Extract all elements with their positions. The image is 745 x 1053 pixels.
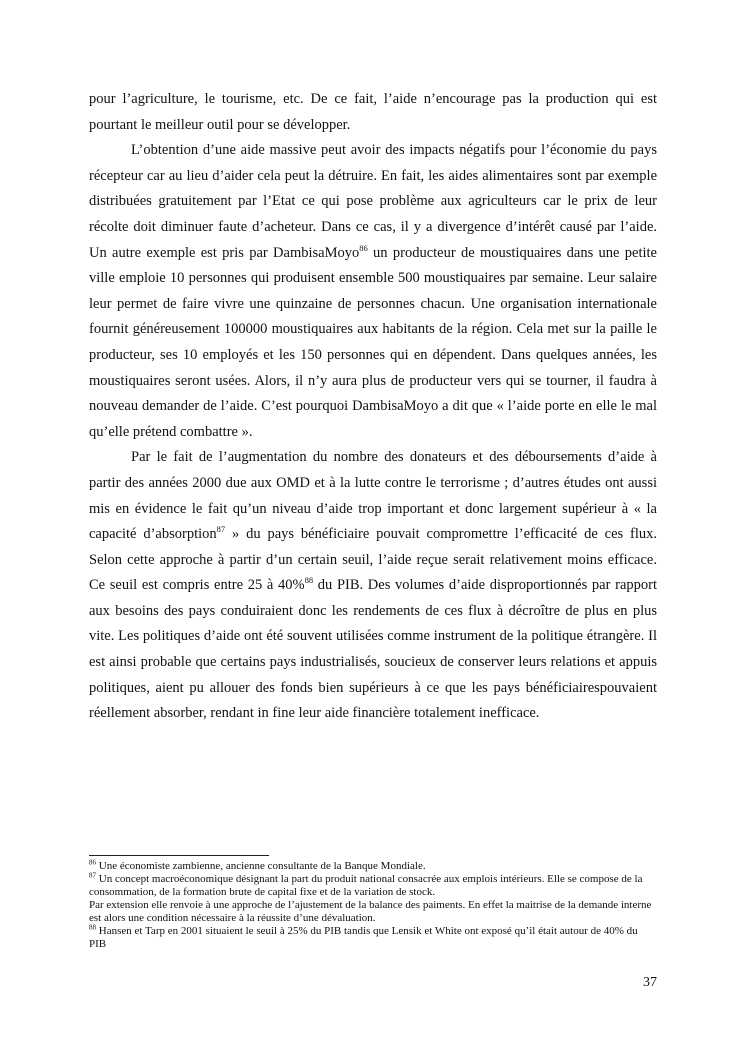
footnote-separator bbox=[89, 855, 269, 856]
paragraph-3-text-c: du PIB. Des volumes d’aide disproportionnés par rapport aux besoins des pays conduiraient donc les rendements de ces flux à décroître de plus en plus vite. Les politiques d’aide ont été souvent utilisées comme instrument de la politique étrangère. Il est ainsi probable que certains pays industrialisés, soucieux de conserver leurs relations et appuis politiques, aient pu allouer des fonds bien supérieurs à ce que les pays bénéficiairespouvaient réellement absorber, rendant in fine leur aide financière totalement inefficace. bbox=[89, 577, 657, 722]
footnotes bbox=[89, 860, 657, 951]
footnote-88-mark: 88 bbox=[89, 923, 96, 932]
footnote-87-continued-text: Par extension elle renvoie à une approche de l’ajustement de la balance des paiments. En effet la maitrise de la demande interne est alors une condition nécessaire à la réussite d’une dévaluation. bbox=[89, 899, 652, 924]
footnote-ref-87[interactable]: 87 bbox=[216, 524, 226, 535]
paragraph-3-text-b: » du pays bénéficiaire pouvait compromettre l’efficacité de ces flux. Selon cette approche à partir d’un certain seuil, l’aide reçue serait relativement moins efficace. Ce seuil est compris entre 25 à 40% bbox=[89, 526, 657, 594]
footnote-ref-88[interactable]: 88 bbox=[304, 575, 314, 586]
footnote-88 bbox=[89, 925, 657, 951]
footnote-86-text: Une économiste zambienne, ancienne consultante de la Banque Mondiale. bbox=[96, 860, 426, 872]
footnote-87-continued bbox=[89, 899, 657, 925]
paragraph-1-text: pour l’agriculture, le tourisme, etc. De ce fait, l’aide n’encourage pas la production qui est pourtant le meilleur outil pour se développer. bbox=[89, 91, 657, 133]
paragraph-2 bbox=[89, 138, 657, 445]
body-text bbox=[89, 87, 657, 727]
footnote-86 bbox=[89, 860, 657, 873]
paragraph-3-text-a: Par le fait de l’augmentation du nombre des donateurs et des déboursements d’aide à partir des années 2000 due aux OMD et à la lutte contre le terrorisme ; d’autres études ont aussi mis en évidence le fait qu’un niveau d’aide trop important et donc largement supérieur à « la capacité d’absorption bbox=[89, 449, 657, 543]
page-number: 37 bbox=[643, 975, 657, 990]
paragraph-2-text-a: L’obtention d’une aide massive peut avoir des impacts négatifs pour l’économie du pays récepteur car au lieu d’aider cela peut la détruire. En fait, les aides alimentaires sont par exemple distribuées gratuitement par l’Etat ce qui pose problème aux agriculteurs car le prix de leur récolte doit diminuer faute d’acheteur. Dans ce cas, il y a divergence d’intérêt causé par l’aide. Un autre exemple est pris par DambisaMoyo bbox=[89, 142, 657, 261]
footnote-86-mark: 86 bbox=[89, 858, 96, 867]
footnote-87 bbox=[89, 873, 657, 899]
footnote-87-mark: 87 bbox=[89, 871, 96, 880]
footnote-87-text: Un concept macroéconomique désignant la part du produit national consacrée aux emplois intérieurs. Elle se compose de la consommation, de la formation brute de capital fixe et de la variation de stock. bbox=[89, 873, 643, 898]
paragraph-3 bbox=[89, 445, 657, 727]
paragraph-2-text-b: un producteur de moustiquaires dans une petite ville emploie 10 personnes qui produisent ensemble 500 moustiquaires par semaine. Leur salaire leur permet de faire vivre une quinzaine de personnes chacun. Une organisation internationale fournit généreusement 100000 moustiquaires aux habitants de la région. Cela met sur la paille le producteur, ses 10 employés et les 150 personnes qui en dépendent. Dans quelques années, les moustiquaires seront usées. Alors, il n’y aura plus de producteur vers qui se tourner, il faudra à nouveau demander de l’aide. C’est pourquoi DambisaMoyo a dit que « l’aide porte en elle le mal qu’elle prétend combattre ». bbox=[89, 244, 657, 440]
footnote-ref-86[interactable]: 86 bbox=[359, 242, 368, 253]
footnote-88-text: Hansen et Tarp en 2001 situaient le seuil à 25% du PIB tandis que Lensik et White ont exposé qu’il était autour de 40% du PIB bbox=[89, 925, 638, 950]
paragraph-1 bbox=[89, 87, 657, 138]
